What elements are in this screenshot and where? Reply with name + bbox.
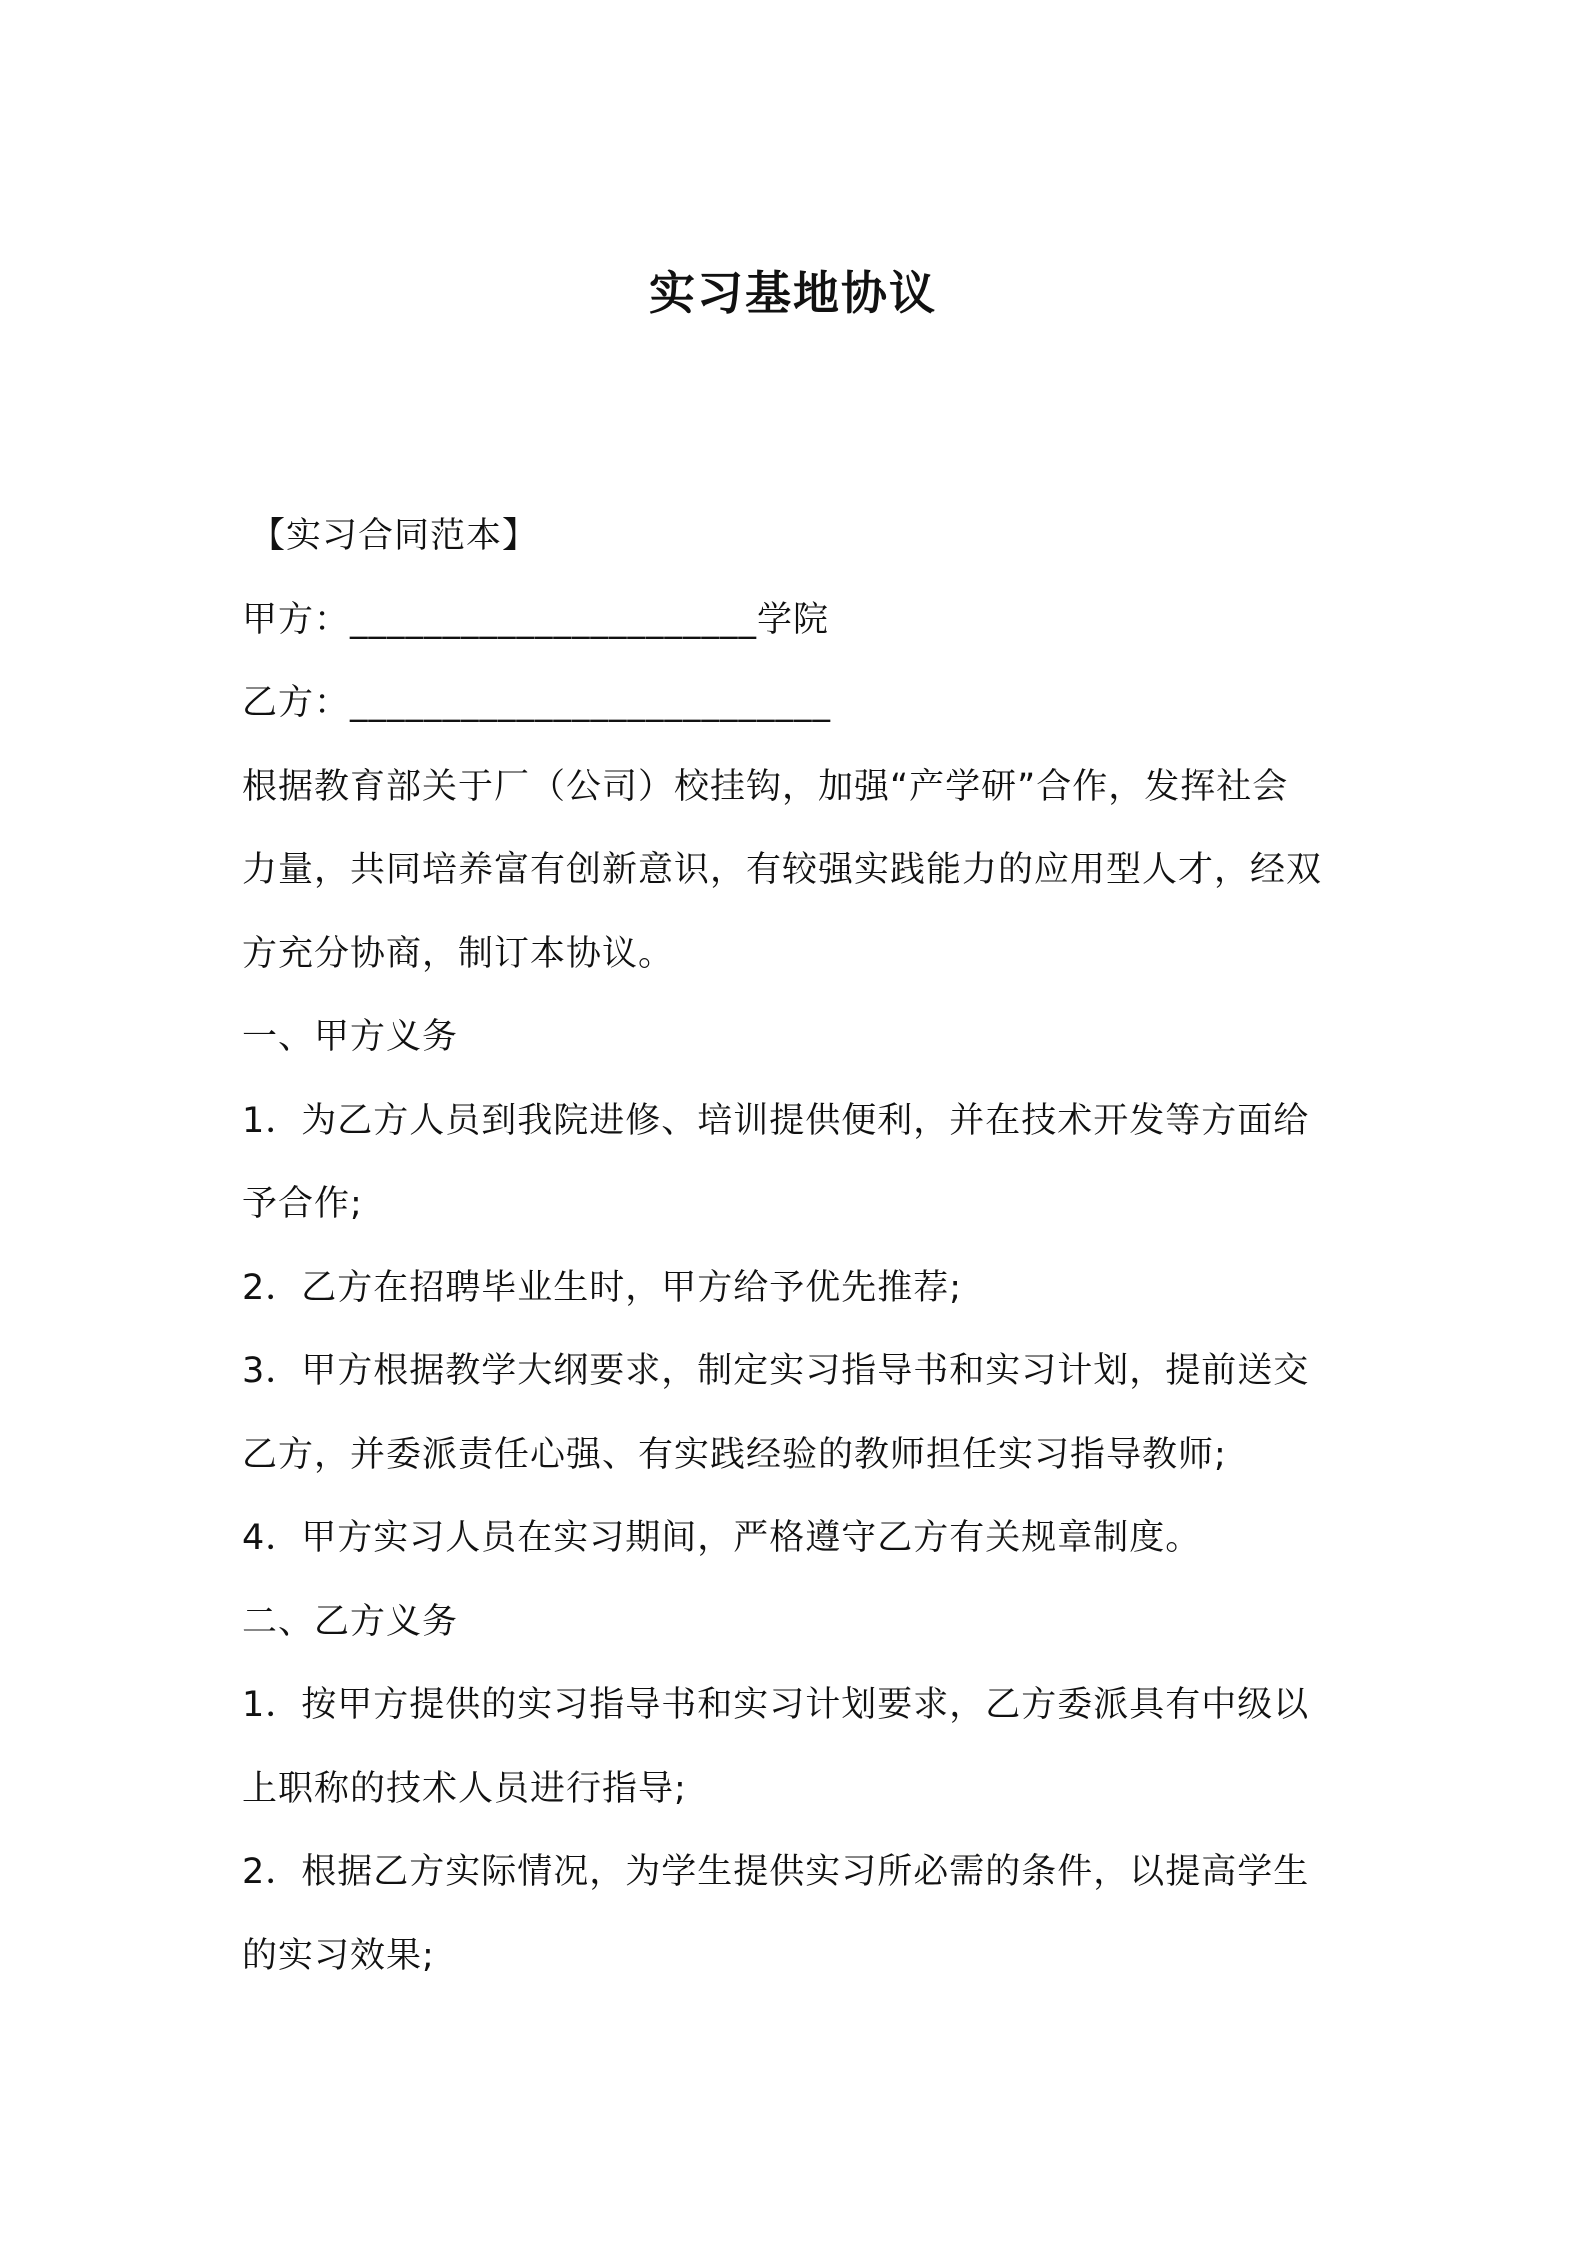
document-title: 实习基地协议 — [649, 266, 937, 320]
party-b-item-2-line-1: 2．根据乙方实际情况，为学生提供实习所必需的条件，以提高学生 — [242, 1852, 1310, 1892]
party-b-line: 乙方：__________________________ — [242, 683, 832, 723]
contract-template-heading: 【实习合同范本】 — [250, 516, 539, 556]
party-b-item-1-line-1: 1．按甲方提供的实习指导书和实习计划要求，乙方委派具有中级以 — [242, 1685, 1310, 1725]
party-a-item-3-line-2: 乙方，并委派责任心强、有实践经验的教师担任实习指导教师; — [242, 1434, 1227, 1475]
party-b-item-2-line-2: 的实习效果; — [242, 1935, 435, 1976]
party-a-line: 甲方：______________________学院 — [242, 599, 830, 640]
preamble-line-2: 力量，共同培养富有创新意识，有较强实践能力的应用型人才，经双 — [242, 850, 1323, 890]
section-heading-party-a: 一、甲方义务 — [242, 1017, 459, 1057]
document-body — [242, 495, 1362, 1998]
section-heading-party-b: 二、乙方义务 — [242, 1601, 459, 1642]
preamble-line-3: 方充分协商，制订本协议。 — [242, 933, 675, 974]
party-a-item-3-line-1: 3．甲方根据教学大纲要求，制定实习指导书和实习计划，提前送交 — [242, 1351, 1310, 1391]
party-a-item-1-line-2: 予合作; — [242, 1184, 363, 1224]
party-a-item-1-line-1: 1．为乙方人员到我院进修、培训提供便利，并在技术开发等方面给 — [242, 1100, 1310, 1141]
party-b-item-1-line-2: 上职称的技术人员进行指导; — [242, 1768, 687, 1809]
preamble-line-1: 根据教育部关于厂（公司）校挂钩，加强“产学研”合作，发挥社会 — [242, 766, 1289, 807]
party-a-item-2: 2．乙方在招聘毕业生时，甲方给予优先推荐; — [242, 1267, 963, 1308]
party-a-item-4: 4．甲方实习人员在实习期间，严格遵守乙方有关规章制度。 — [242, 1518, 1202, 1558]
